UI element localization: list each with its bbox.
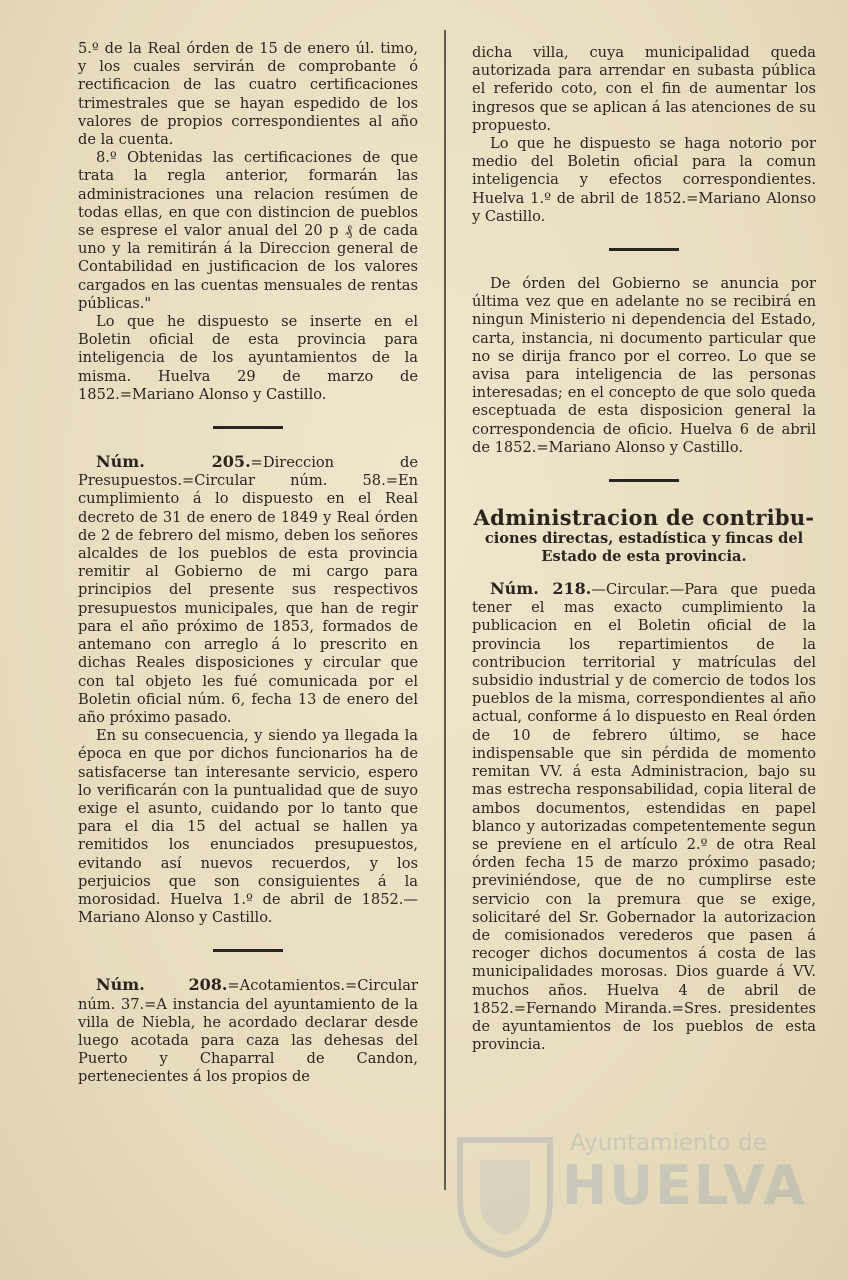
- paragraph-niebla-continuation: dicha villa, cuya municipalidad queda autorizada para arrendar en subasta pública el referido coto, con el fin de aumentar los ingresos que se aplican á las atenciones de su propuesto.: [472, 44, 816, 134]
- right-column: [472, 44, 816, 1054]
- notice-218-number: Núm. 218.: [490, 579, 592, 599]
- section-heading-subtitle: ciones directas, estadística y fincas del Estado de esta provincia.: [484, 530, 804, 566]
- notice-218-body: —Circular.—Para que pueda tener el mas exacto cumplimiento la publicacion en el Boletin oficial de la provincia los repartimientos de la contribucion territorial y matrículas del subsidio industrial y de comercio de todos los pueblos de la misma, correspondientes al año actual, conforme á lo dispuesto en Real órden de 10 de febrero último, se hace indispensable que sin pérdida de momento remitan VV. á esta Administracion, bajo su mas estrecha responsabilidad, copia literal de ambos documentos, estendidas en papel blanco y autorizadas competentemente segun se previene en el artículo 2.º de otra Real órden fecha 15 de marzo próximo pasado; previniéndose, que de no cumplirse este servicio con la premura que se exige, solicitaré del Sr. Gobernador la autorizacion de comisionados verederos que pasen á recoger dichos documentos á costa de las municipalidades morosas. Dios guarde á VV. muchos años. Huelva 4 de abril de 1852.=Fernando Miranda.=Sres. presidentes de ayuntamientos de los pueblos de esta provincia.: [472, 581, 816, 1054]
- notice-205-number: Núm. 205.: [96, 452, 251, 472]
- notice-208-body: =Acotamientos.=Circular núm. 37.=A instancia del ayuntamiento de la villa de Niebla, he acordado declarar desde luego acotada para caza las dehesas del Puerto y Chaparral de Candon, pertenecientes á los propios de: [78, 977, 418, 1086]
- section-divider: [213, 949, 283, 952]
- coat-of-arms-icon: [450, 1130, 560, 1260]
- paragraph-correo-notice: De órden del Gobierno se anuncia por última vez que en adelante no se recibirá en ningun Ministerio ni dependencia del Estado, carta, instancia, ni documento particular que no se dirija franco por el correo. Lo que se avisa para inteligencia de las personas interesadas; en el concepto de que solo queda esceptuada de esta disposicion general la correspondencia de oficio. Huelva 6 de abril de 1852.=Mariano Alonso y Castillo.: [472, 275, 816, 456]
- watermark-line1: Ayuntamiento de: [570, 1130, 767, 1156]
- paragraph-rule-5-continuation: 5.º de la Real órden de 15 de enero úl. timo, y los cuales servirán de comprobante ó rectificacion de las cuatro certificaciones trimestrales que se hayan espedido de los valores de propios correspondientes al año de la cuenta.: [78, 40, 418, 149]
- notice-208-number: Núm. 208.: [96, 975, 228, 995]
- section-divider: [609, 248, 679, 251]
- section-heading: [472, 506, 816, 566]
- notice-218: [472, 580, 816, 1054]
- section-divider: [609, 479, 679, 482]
- notice-205: [78, 453, 418, 727]
- section-divider: [213, 426, 283, 429]
- column-rule: [444, 30, 446, 1190]
- notice-205-body: =Direccion de Presupuestos.=Circular núm. 58.=En cumplimiento á lo dispuesto en el Real decreto de 31 de enero de 1849 y Real órden de 2 de febrero del mismo, deben los señores alcaldes de los pueblos de esta provincia remitir al Gobierno de mi cargo para principios del presente sus respectivos presupuestos municipales, que han de regir para el año próximo de 1853, formados de antemano con arreglo á lo prescrito en dichas Reales disposiciones y circular que con tal objeto les fué comunicada por el Boletin oficial núm. 6, fecha 13 de enero del año próximo pasado.: [78, 454, 419, 726]
- watermark-line2: HUELVA: [562, 1154, 807, 1217]
- paragraph-disposition: Lo que he dispuesto se inserte en el Boletin oficial de esta provincia para inteligencia de los ayuntamientos de la misma. Huelva 29 de marzo de 1852.=Mariano Alonso y Castillo.: [78, 313, 418, 403]
- paragraph-consequence: En su consecuencia, y siendo ya llegada la época en que por dichos funcionarios ha de satisfacerse tan interesante servicio, espero lo verificarán con la puntualidad que de suyo exige el asunto, cuidando por lo tanto que para el dia 15 del actual se hallen ya remitidos los enunciados presupuestos, evitando así nuevos recuerdos, y los perjuicios que son consiguientes á la morosidad. Huelva 1.º de abril de 1852.—Mariano Alonso y Castillo.: [78, 727, 418, 927]
- paragraph-notorio: Lo que he dispuesto se haga notorio por medio del Boletin oficial para la comun inteligencia y efectos correspondientes. Huelva 1.º de abril de 1852.=Mariano Alonso y Castillo.: [472, 135, 816, 225]
- watermark: [450, 1130, 807, 1260]
- paragraph-rule-8: 8.º Obtenidas las certificaciones de que trata la regla anterior, formarán las administraciones una relacion resúmen de todas ellas, en que con distincion de pueblos se esprese el valor anual del 20 p ₰ de cada uno y la remitirán á la Direccion general de Contabilidad en justificacion de los valores cargados en las cuentas mensuales de rentas públicas.": [78, 149, 418, 312]
- section-heading-title: Administracion de contribu-: [473, 505, 815, 531]
- notice-208: [78, 976, 418, 1086]
- left-column: [78, 40, 418, 1087]
